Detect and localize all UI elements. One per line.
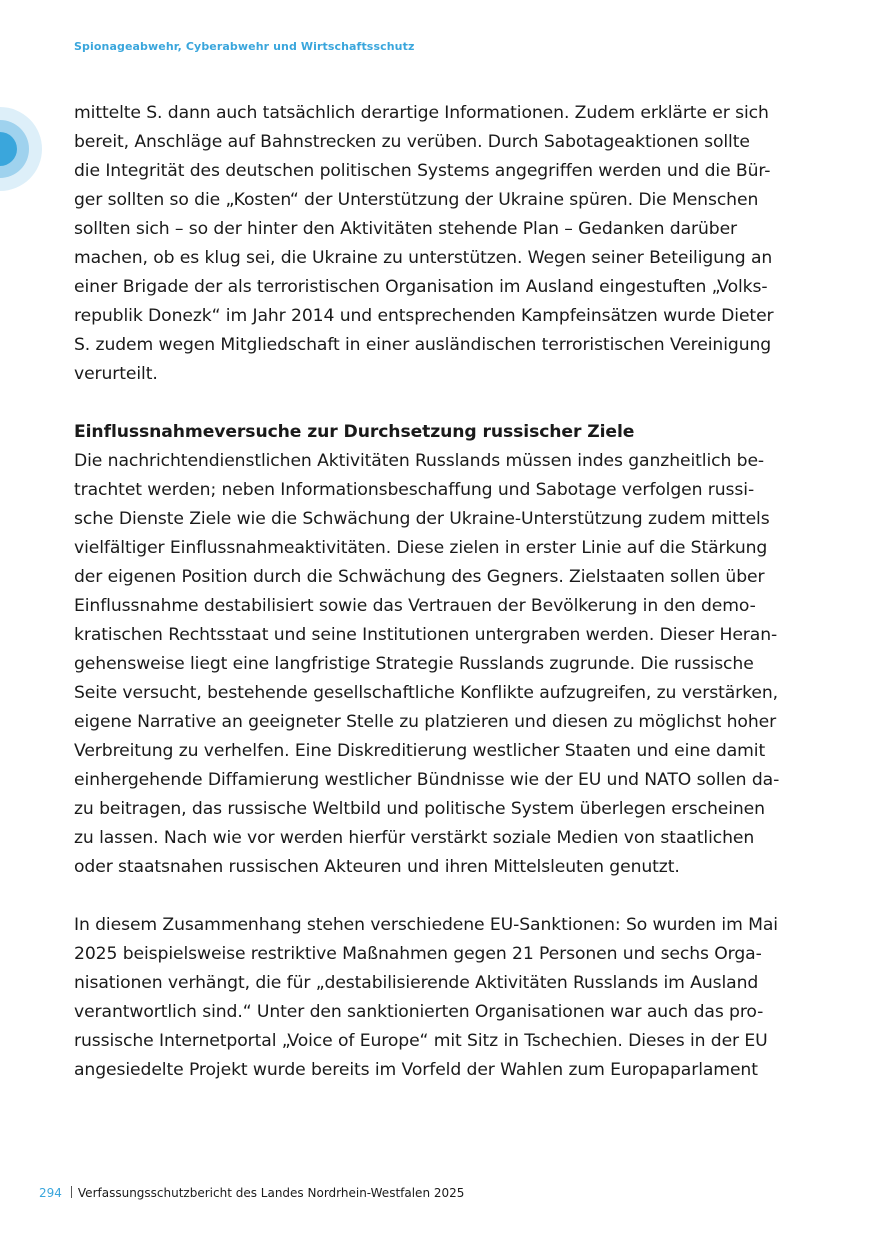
text-line: Verbreitung zu verhelfen. Eine Diskreditierung westlicher Staaten und eine damit: [74, 741, 766, 761]
text-line: sche Dienste Ziele wie die Schwächung der Ukraine-Unterstützung zudem mittels: [74, 509, 770, 529]
text-line: einer Brigade der als terroristischen Organisation im Ausland eingestuften „Volks-: [74, 277, 768, 297]
text-line: ger sollten so die „Kosten“ der Unterstützung der Ukraine spüren. Die Menschen: [74, 190, 759, 210]
section-heading: Einflussnahmeversuche zur Durchsetzung russischer Ziele: [74, 422, 635, 442]
text-line: In diesem Zusammenhang stehen verschiedene EU-Sanktionen: So wurden im Mai: [74, 915, 778, 935]
text-line: Die nachrichtendienstlichen Aktivitäten Russlands müssen indes ganzheitlich be-: [74, 451, 765, 471]
text-line: bereit, Anschläge auf Bahnstrecken zu verüben. Durch Sabotageaktionen sollte: [74, 132, 750, 152]
text-line: kratischen Rechtsstaat und seine Institutionen untergraben werden. Dieser Heran-: [74, 625, 778, 645]
text-line: gehensweise liegt eine langfristige Strategie Russlands zugrunde. Die russische: [74, 654, 754, 674]
text-line: machen, ob es klug sei, die Ukraine zu unterstützen. Wegen seiner Beteiligung an: [74, 248, 773, 268]
paragraph-influence: [74, 447, 794, 882]
text-line: einhergehende Diffamierung westlicher Bündnisse wie der EU und NATO sollen da-: [74, 770, 780, 790]
running-header: Spionageabwehr, Cyberabwehr und Wirtschaftsschutz: [74, 40, 415, 53]
paragraph-sanctions: [74, 911, 794, 1085]
text-line: sollten sich – so der hinter den Aktivitäten stehende Plan – Gedanken darüber: [74, 219, 738, 239]
text-line: zu beitragen, das russische Weltbild und politische System überlegen erscheinen: [74, 799, 765, 819]
text-line: nisationen verhängt, die für „destabilisierende Aktivitäten Russlands im Ausland: [74, 973, 759, 993]
text-line: zu lassen. Nach wie vor werden hierfür verstärkt soziale Medien von staatlichen: [74, 828, 755, 848]
publication-title: Verfassungsschutzbericht des Landes Nordrhein-Westfalen 2025: [77, 1186, 465, 1200]
text-line: Einflussnahme destabilisiert sowie das Vertrauen der Bevölkerung in den demo-: [74, 596, 756, 616]
text-line: republik Donezk“ im Jahr 2014 und entsprechenden Kampfeinsätzen wurde Dieter: [74, 306, 774, 326]
paragraph-sabotage: [74, 99, 794, 389]
text-line: trachtet werden; neben Informationsbeschaffung und Sabotage verfolgen russi-: [74, 480, 755, 500]
footer-divider: [71, 1186, 72, 1198]
margin-target-icon: [0, 106, 44, 192]
text-line: verurteilt.: [74, 364, 158, 384]
page-body: [74, 99, 794, 1085]
text-line: oder staatsnahen russischen Akteuren und ihren Mittelsleuten genutzt.: [74, 857, 680, 877]
text-line: mittelte S. dann auch tatsächlich derartige Informationen. Zudem erklärte er sich: [74, 103, 769, 123]
text-line: verantwortlich sind.“ Unter den sanktionierten Organisationen war auch das pro-: [74, 1002, 764, 1022]
text-line: russische Internetportal „Voice of Europe“ mit Sitz in Tschechien. Dieses in der EU: [74, 1031, 768, 1051]
text-line: Seite versucht, bestehende gesellschaftliche Konflikte aufzugreifen, zu verstärken,: [74, 683, 778, 703]
text-line: eigene Narrative an geeigneter Stelle zu platzieren und diesen zu möglichst hoher: [74, 712, 777, 732]
text-line: der eigenen Position durch die Schwächung des Gegners. Zielstaaten sollen über: [74, 567, 765, 587]
page-number: 294: [39, 1186, 62, 1200]
text-line: S. zudem wegen Mitgliedschaft in einer ausländischen terroristischen Vereinigung: [74, 335, 772, 355]
page-footer: [39, 1186, 464, 1200]
text-line: vielfältiger Einflussnahmeaktivitäten. Diese zielen in erster Linie auf die Stärkung: [74, 538, 768, 558]
text-line: angesiedelte Projekt wurde bereits im Vorfeld der Wahlen zum Europaparlament: [74, 1060, 758, 1080]
text-line: 2025 beispielsweise restriktive Maßnahmen gegen 21 Personen und sechs Orga-: [74, 944, 762, 964]
text-line: die Integrität des deutschen politischen Systems angegriffen werden und die Bür-: [74, 161, 771, 181]
